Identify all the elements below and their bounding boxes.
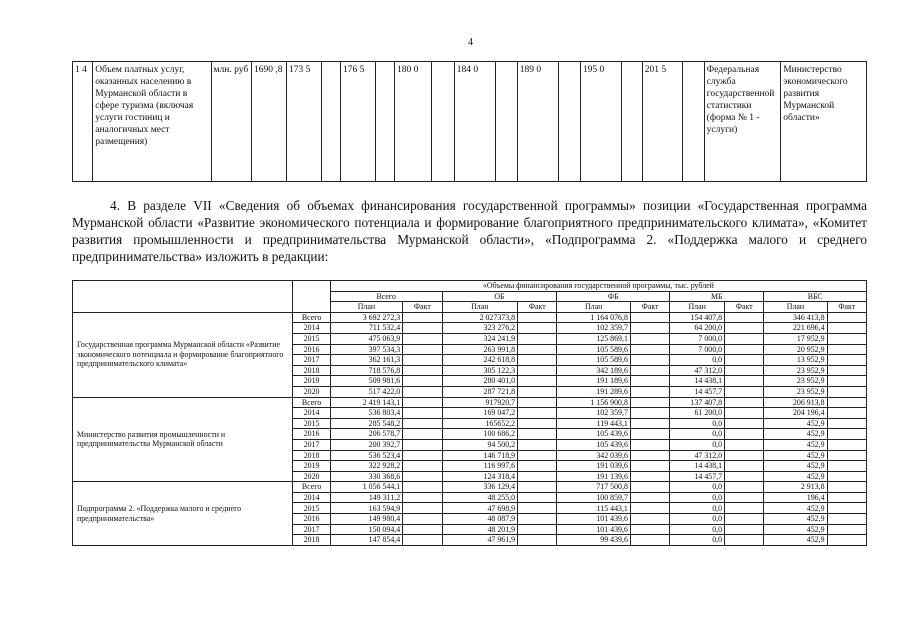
plan-cell: 452,9	[764, 429, 827, 440]
fact-cell	[518, 365, 557, 376]
plan-cell: 137 407,8	[670, 397, 725, 408]
plan-cell: 165652,2	[442, 418, 518, 429]
fact-cell	[725, 439, 764, 450]
fact-cell	[827, 482, 866, 493]
plan-cell: 452,9	[764, 524, 827, 535]
plan-cell: 48 087,9	[442, 514, 518, 525]
plan-cell: 711 532,4	[330, 323, 402, 334]
fact-cell	[630, 386, 669, 397]
fact-cell	[827, 450, 866, 461]
fact-header: Факт	[827, 302, 866, 313]
fact-cell	[725, 418, 764, 429]
plan-cell: 0,0	[670, 514, 725, 525]
plan-cell: 149 980,4	[330, 514, 402, 525]
amendment-paragraph	[72, 197, 867, 265]
plan-header: План	[670, 302, 725, 313]
fact-cell	[403, 355, 442, 366]
year-cell: Всего	[293, 312, 330, 323]
fact-cell	[630, 408, 669, 419]
year-cell: 2015	[293, 503, 330, 514]
plan-cell: 47 312,0	[670, 450, 725, 461]
fact-cell	[403, 408, 442, 419]
year-cell: 2017	[293, 439, 330, 450]
fact-cell	[827, 471, 866, 482]
year-cell: 2018	[293, 450, 330, 461]
plan-cell: 336 129,4	[442, 482, 518, 493]
fact-cell	[518, 535, 557, 546]
fact-cell	[827, 386, 866, 397]
plan-cell: 20 952,9	[764, 344, 827, 355]
plan-cell: 101 439,6	[557, 524, 630, 535]
fact-cell	[518, 503, 557, 514]
header-blank	[293, 281, 330, 313]
plan-cell: 125 869,1	[557, 333, 630, 344]
fact-cell	[518, 312, 557, 323]
fact-cell	[725, 503, 764, 514]
plan-cell: 100 859,7	[557, 492, 630, 503]
fact-cell	[518, 461, 557, 472]
plan-cell: 287 721,8	[442, 386, 518, 397]
fact-cell	[518, 429, 557, 440]
year-cell: 2014	[293, 323, 330, 334]
fact-cell	[827, 365, 866, 376]
fact-cell	[518, 514, 557, 525]
fact-cell	[403, 492, 442, 503]
plan-cell: 397 534,3	[330, 344, 402, 355]
fact-cell	[827, 535, 866, 546]
plan-cell: 452,9	[764, 514, 827, 525]
indicator-row	[73, 62, 867, 182]
year-cell: 2015	[293, 333, 330, 344]
plan-cell: 2 913,8	[764, 482, 827, 493]
fact-cell	[827, 376, 866, 387]
plan-cell: 169 047,2	[442, 408, 518, 419]
fact-cell	[827, 397, 866, 408]
fact-cell	[630, 333, 669, 344]
plan-cell: 23 952,9	[764, 365, 827, 376]
fact-cell	[518, 471, 557, 482]
plan-cell: 100 686,2	[442, 429, 518, 440]
plan-cell: 221 696,4	[764, 323, 827, 334]
plan-cell: 48 201,9	[442, 524, 518, 535]
plan-cell: 305 122,3	[442, 365, 518, 376]
group-header: МБ	[670, 291, 764, 302]
value-cell	[683, 62, 704, 182]
value-cell	[321, 62, 340, 182]
fact-cell	[403, 503, 442, 514]
plan-cell: 191 139,6	[557, 471, 630, 482]
plan-cell: 102 359,7	[557, 408, 630, 419]
fact-cell	[725, 344, 764, 355]
plan-cell: 14 438,1	[670, 376, 725, 387]
plan-cell: 452,9	[764, 471, 827, 482]
plan-cell: 191 289,6	[557, 386, 630, 397]
value-cell	[432, 62, 455, 182]
plan-cell: 452,9	[764, 418, 827, 429]
plan-cell: 191 189,6	[557, 376, 630, 387]
plan-cell: 7 000,0	[670, 333, 725, 344]
plan-cell: 47 312,0	[670, 365, 725, 376]
table-row	[73, 397, 867, 408]
plan-header: План	[557, 302, 630, 313]
fact-cell	[630, 376, 669, 387]
fact-cell	[518, 524, 557, 535]
value-cell	[622, 62, 642, 182]
program-name: Министерство развития промышленности и предпринимательства Мурманской области	[73, 397, 293, 482]
plan-cell: 200 392,7	[330, 439, 402, 450]
plan-header: План	[442, 302, 518, 313]
fact-cell	[518, 344, 557, 355]
value-cell: 1690 ,8	[252, 62, 287, 182]
fact-cell	[630, 535, 669, 546]
fact-cell	[725, 471, 764, 482]
plan-cell: 47 961,9	[442, 535, 518, 546]
plan-cell: 242 618,8	[442, 355, 518, 366]
fact-header: Факт	[403, 302, 442, 313]
fact-cell	[725, 524, 764, 535]
plan-cell: 7 000,0	[670, 344, 725, 355]
plan-cell: 475 063,9	[330, 333, 402, 344]
value-cell: 173 5	[286, 62, 321, 182]
unit: млн. руб	[211, 62, 252, 182]
plan-header: План	[764, 302, 827, 313]
year-cell: Всего	[293, 397, 330, 408]
plan-cell: 206 913,8	[764, 397, 827, 408]
year-cell: 2017	[293, 355, 330, 366]
plan-cell: 99 439,6	[557, 535, 630, 546]
plan-cell: 105 439,6	[557, 429, 630, 440]
fact-cell	[630, 397, 669, 408]
plan-cell: 14 457,7	[670, 471, 725, 482]
fact-cell	[518, 333, 557, 344]
plan-cell: 47 698,9	[442, 503, 518, 514]
fact-cell	[518, 492, 557, 503]
fact-cell	[630, 439, 669, 450]
year-cell: 2017	[293, 524, 330, 535]
fact-cell	[827, 344, 866, 355]
fact-cell	[827, 461, 866, 472]
year-cell: 2014	[293, 408, 330, 419]
plan-cell: 1 156 900,8	[557, 397, 630, 408]
fact-cell	[725, 365, 764, 376]
fact-cell	[827, 323, 866, 334]
plan-cell: 64 200,0	[670, 323, 725, 334]
plan-cell: 102 359,7	[557, 323, 630, 334]
fact-cell	[827, 333, 866, 344]
fact-cell	[403, 397, 442, 408]
fact-cell	[403, 386, 442, 397]
plan-cell: 2 027373,8	[442, 312, 518, 323]
fact-cell	[827, 439, 866, 450]
fact-cell	[403, 333, 442, 344]
plan-cell: 124 318,4	[442, 471, 518, 482]
plan-cell: 0,0	[670, 429, 725, 440]
plan-header: План	[330, 302, 402, 313]
fact-cell	[630, 503, 669, 514]
plan-cell: 206 578,7	[330, 429, 402, 440]
group-header: ВБС	[764, 291, 867, 302]
year-cell: 2015	[293, 418, 330, 429]
plan-cell: 346 413,8	[764, 312, 827, 323]
fact-cell	[827, 503, 866, 514]
fact-cell	[403, 365, 442, 376]
plan-cell: 536 523,4	[330, 450, 402, 461]
fact-cell	[630, 312, 669, 323]
fact-cell	[403, 429, 442, 440]
year-cell: 2020	[293, 386, 330, 397]
fact-cell	[827, 524, 866, 535]
fact-cell	[403, 471, 442, 482]
paragraph-text: 4. В разделе VII «Сведения об объемах финансирования государственной программы» позиции «Государственная программа Мурманской области «Развитие экономического потенциала и формирование благоприятного предпринимательского климата», «Комитет развития промышленности и предпринимательства Мурманской области», «Подпрограмма 2. «Поддержка малого и среднего предпринимательства» изложить в редакции:	[72, 198, 867, 264]
year-cell: 2016	[293, 429, 330, 440]
plan-cell: 147 854,4	[330, 535, 402, 546]
page-number: 4	[468, 37, 473, 48]
value-cell: 176 5	[341, 62, 376, 182]
fact-header: Факт	[630, 302, 669, 313]
year-cell: 2018	[293, 365, 330, 376]
fact-cell	[518, 439, 557, 450]
plan-cell: 0,0	[670, 524, 725, 535]
plan-cell: 105 589,6	[557, 355, 630, 366]
plan-cell: 0,0	[670, 355, 725, 366]
plan-cell: 17 952,9	[764, 333, 827, 344]
fact-cell	[518, 450, 557, 461]
plan-cell: 115 443,1	[557, 503, 630, 514]
fact-cell	[725, 333, 764, 344]
fact-cell	[630, 323, 669, 334]
year-cell: 2018	[293, 535, 330, 546]
value-cell	[496, 62, 517, 182]
executor: Министерство экономического развития Мурманской области»	[781, 62, 867, 182]
fact-cell	[403, 482, 442, 493]
plan-cell: 452,9	[764, 439, 827, 450]
fact-cell	[725, 386, 764, 397]
plan-cell: 342 189,6	[557, 365, 630, 376]
fact-cell	[725, 461, 764, 472]
plan-cell: 517 422,0	[330, 386, 402, 397]
fact-cell	[630, 524, 669, 535]
fact-cell	[630, 429, 669, 440]
plan-cell: 0,0	[670, 482, 725, 493]
value-cell	[559, 62, 580, 182]
plan-cell: 149 311,2	[330, 492, 402, 503]
fact-cell	[518, 386, 557, 397]
plan-cell: 163 594,9	[330, 503, 402, 514]
year-cell: 2019	[293, 376, 330, 387]
fact-cell	[827, 514, 866, 525]
plan-cell: 917920,7	[442, 397, 518, 408]
plan-cell: 452,9	[764, 450, 827, 461]
fact-cell	[518, 323, 557, 334]
fact-cell	[630, 471, 669, 482]
fact-cell	[725, 429, 764, 440]
plan-cell: 285 548,2	[330, 418, 402, 429]
plan-cell: 116 997,6	[442, 461, 518, 472]
fact-cell	[403, 344, 442, 355]
year-cell: 2014	[293, 492, 330, 503]
year-cell: 2016	[293, 344, 330, 355]
fact-cell	[630, 365, 669, 376]
fact-cell	[403, 312, 442, 323]
plan-cell: 323 276,2	[442, 323, 518, 334]
fact-cell	[725, 535, 764, 546]
plan-cell: 509 981,6	[330, 376, 402, 387]
fact-cell	[403, 514, 442, 525]
plan-cell: 0,0	[670, 503, 725, 514]
plan-cell: 101 439,6	[557, 514, 630, 525]
fact-cell	[403, 450, 442, 461]
year-cell: 2019	[293, 461, 330, 472]
fact-cell	[725, 355, 764, 366]
value-cell: 201 5	[642, 62, 683, 182]
plan-cell: 154 407,8	[670, 312, 725, 323]
header-title: «Объемы финансирования государственной программы, тыс. рублей	[330, 281, 866, 292]
plan-cell: 1 056 544,1	[330, 482, 402, 493]
fact-cell	[725, 482, 764, 493]
header-blank	[73, 281, 293, 313]
fact-cell	[403, 461, 442, 472]
fact-cell	[403, 535, 442, 546]
plan-cell: 0,0	[670, 492, 725, 503]
fact-cell	[630, 492, 669, 503]
plan-cell: 263 991,8	[442, 344, 518, 355]
fact-cell	[827, 408, 866, 419]
fact-cell	[630, 344, 669, 355]
plan-cell: 362 161,3	[330, 355, 402, 366]
fact-cell	[518, 355, 557, 366]
plan-cell: 1 164 076,8	[557, 312, 630, 323]
fact-cell	[403, 524, 442, 535]
fact-cell	[827, 418, 866, 429]
group-header: ОБ	[442, 291, 557, 302]
fact-cell	[630, 418, 669, 429]
plan-cell: 13 952,9	[764, 355, 827, 366]
fact-cell	[403, 418, 442, 429]
group-header: Всего	[330, 291, 442, 302]
plan-cell: 23 952,9	[764, 376, 827, 387]
data-source: Федеральная служба государственной статистики (форма № 1 - услуги)	[704, 62, 781, 182]
fact-cell	[518, 482, 557, 493]
fact-cell	[630, 461, 669, 472]
plan-cell: 536 803,4	[330, 408, 402, 419]
indicator-name: Объем платных услуг, оказанных населению в Мурманской области в сфере туризма (включая услуги гостиниц и аналогичных мест размещения)	[93, 62, 211, 182]
plan-cell: 61 200,0	[670, 408, 725, 419]
fact-cell	[827, 355, 866, 366]
indicator-table	[72, 61, 867, 182]
fact-cell	[725, 408, 764, 419]
fact-cell	[725, 376, 764, 387]
fact-cell	[630, 450, 669, 461]
plan-cell: 94 500,2	[442, 439, 518, 450]
plan-cell: 0,0	[670, 535, 725, 546]
value-cell	[375, 62, 394, 182]
year-cell: 2016	[293, 514, 330, 525]
plan-cell: 322 928,2	[330, 461, 402, 472]
plan-cell: 452,9	[764, 461, 827, 472]
row-number: 1 4	[73, 62, 93, 182]
plan-cell: 48 255,0	[442, 492, 518, 503]
program-name: Государственная программа Мурманской области «Развитие экономического потенциала и формирование благоприятного предпринимательского климата»	[73, 312, 293, 397]
fact-cell	[725, 514, 764, 525]
fact-cell	[725, 312, 764, 323]
fact-cell	[725, 492, 764, 503]
plan-cell: 330 368,6	[330, 471, 402, 482]
fact-cell	[725, 397, 764, 408]
plan-cell: 717 500,8	[557, 482, 630, 493]
plan-cell: 23 952,9	[764, 386, 827, 397]
fact-cell	[518, 418, 557, 429]
table-row	[73, 482, 867, 493]
fact-cell	[827, 429, 866, 440]
fact-cell	[725, 450, 764, 461]
plan-cell: 119 443,1	[557, 418, 630, 429]
plan-cell: 280 401,0	[442, 376, 518, 387]
plan-cell: 150 094,4	[330, 524, 402, 535]
fact-cell	[518, 397, 557, 408]
year-cell: Всего	[293, 482, 330, 493]
plan-cell: 0,0	[670, 439, 725, 450]
fact-cell	[403, 439, 442, 450]
plan-cell: 196,4	[764, 492, 827, 503]
fact-cell	[827, 492, 866, 503]
fact-cell	[403, 376, 442, 387]
plan-cell: 324 241,9	[442, 333, 518, 344]
fact-cell	[630, 482, 669, 493]
fact-cell	[630, 514, 669, 525]
plan-cell: 452,9	[764, 535, 827, 546]
value-cell: 180 0	[395, 62, 432, 182]
table-row	[73, 312, 867, 323]
fact-cell	[403, 323, 442, 334]
plan-cell: 105 439,6	[557, 439, 630, 450]
plan-cell: 191 039,6	[557, 461, 630, 472]
plan-cell: 452,9	[764, 503, 827, 514]
fact-cell	[630, 355, 669, 366]
fact-cell	[827, 312, 866, 323]
plan-cell: 105 589,6	[557, 344, 630, 355]
financing-table	[72, 280, 867, 546]
plan-cell: 718 576,8	[330, 365, 402, 376]
plan-cell: 342 039,6	[557, 450, 630, 461]
plan-cell: 0,0	[670, 418, 725, 429]
plan-cell: 2 419 143,1	[330, 397, 402, 408]
value-cell: 184 0	[454, 62, 496, 182]
plan-cell: 3 692 272,3	[330, 312, 402, 323]
group-header: ФБ	[557, 291, 670, 302]
fact-cell	[518, 376, 557, 387]
plan-cell: 204 196,4	[764, 408, 827, 419]
fact-cell	[518, 408, 557, 419]
fact-cell	[725, 323, 764, 334]
value-cell: 189 0	[517, 62, 559, 182]
fact-header: Факт	[725, 302, 764, 313]
program-name: Подпрограмма 2. «Поддержка малого и среднего предпринимательства»	[73, 482, 293, 546]
year-cell: 2020	[293, 471, 330, 482]
fact-header: Факт	[518, 302, 557, 313]
value-cell: 195 0	[580, 62, 622, 182]
plan-cell: 14 438,1	[670, 461, 725, 472]
plan-cell: 146 718,9	[442, 450, 518, 461]
plan-cell: 14 457,7	[670, 386, 725, 397]
